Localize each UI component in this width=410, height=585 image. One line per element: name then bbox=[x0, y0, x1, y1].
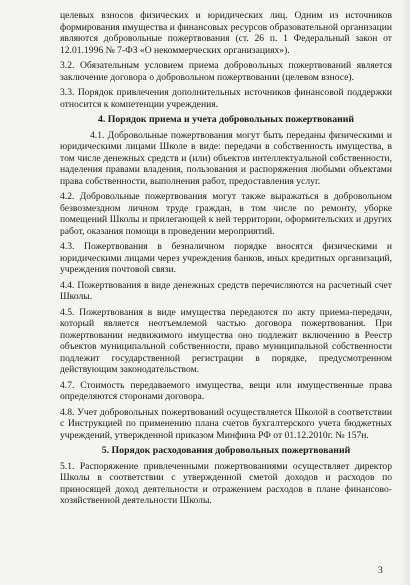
paragraph-4-8: 4.8. Учет добровольных пожертвований осуществляется Школой в соответствии с Инструкцией по применению плана счетов бухгалтерского учета бюджетных учреждений, утвержденной приказом Минфина РФ от 01.12.2010г. № 157н. bbox=[60, 406, 392, 441]
paragraph-3-3: 3.3. Порядок привлечения дополнительных источников финансовой поддержки относится к компетенции учреждения. bbox=[60, 87, 392, 110]
document-body bbox=[60, 10, 392, 511]
paragraph-5-1: 5.1. Распоряжение привлеченными пожертвованиями осуществляет директор Школы в соответствии с утвержденной сметой доходов и расходов по приносящей доход деятельности и отражением расходов в плане финансово-хозяйственной деятельности Школы. bbox=[60, 460, 392, 506]
page-edge-shadow bbox=[400, 0, 410, 585]
paragraph-4-3: 4.3. Пожертвования в безналичном порядке вносятся физическими и юридическими лицами через учреждения банков, иных кредитных организаций, учреждения почтовой связи. bbox=[60, 241, 392, 275]
paragraph-4-4: 4.4. Пожертвования в виде денежных средств перечисляются на расчетный счет Школы. bbox=[60, 279, 392, 302]
paragraph-4-2: 4.2. Добровольные пожертвования могут также выражаться в добровольном безвозмездном личном труде граждан, в том числе по ремонту, уборке помещений Школы и прилегающей к ней территории, оформительских и других работ, оказания помощи в проведении мероприятий. bbox=[60, 191, 392, 237]
section-heading-4: 4. Порядок приема и учета добровольных пожертвований bbox=[97, 114, 355, 125]
paragraph-4-5: 4.5. Пожертвования в виде имущества передаются по акту приема-передачи, который является неотъемлемой частью договора пожертвования. При пожертвовании недвижимого имущества оно подлежит включению в Реестр объектов муниципальной собственности, право муниципальной собственности подлежит государственной регистрации в порядке, предусмотренном действующим законодательством. bbox=[60, 306, 392, 375]
paragraph-3-2: 3.2. Обязательным условием приема добровольных пожертвований является заключение договора о добровольном пожертвовании (целевом взносе). bbox=[60, 60, 392, 83]
paragraph-4-7: 4.7. Стоимость передаваемого имущества, вещи или имущественные права определяются сторонами договора. bbox=[60, 379, 392, 402]
paragraph-4-1: 4.1. Добровольные пожертвования могут быть переданы физическими и юридическими лицами Школе в виде: передачи в собственность имущества, в том числе денежных средств и (или) объектов интеллектуальной собственности, наделения правами владения, пользования и распоряжения любыми объектами права собственности, выполнения работ, предоставления услуг. bbox=[60, 129, 392, 187]
section-heading-5: 5. Порядок расходования добровольных пожертвований bbox=[101, 445, 351, 456]
paragraph-intro-continuation: целевых взносов физических и юридических лиц. Одним из источников формирования имущества и финансовых ресурсов образовательной организации являются добровольные пожертвования (ст. 26 п. 1 Федеральный закон от 12.01.1996 № 7-ФЗ «О некоммерческих организациях»). bbox=[60, 10, 392, 56]
page-number: 3 bbox=[378, 566, 383, 576]
